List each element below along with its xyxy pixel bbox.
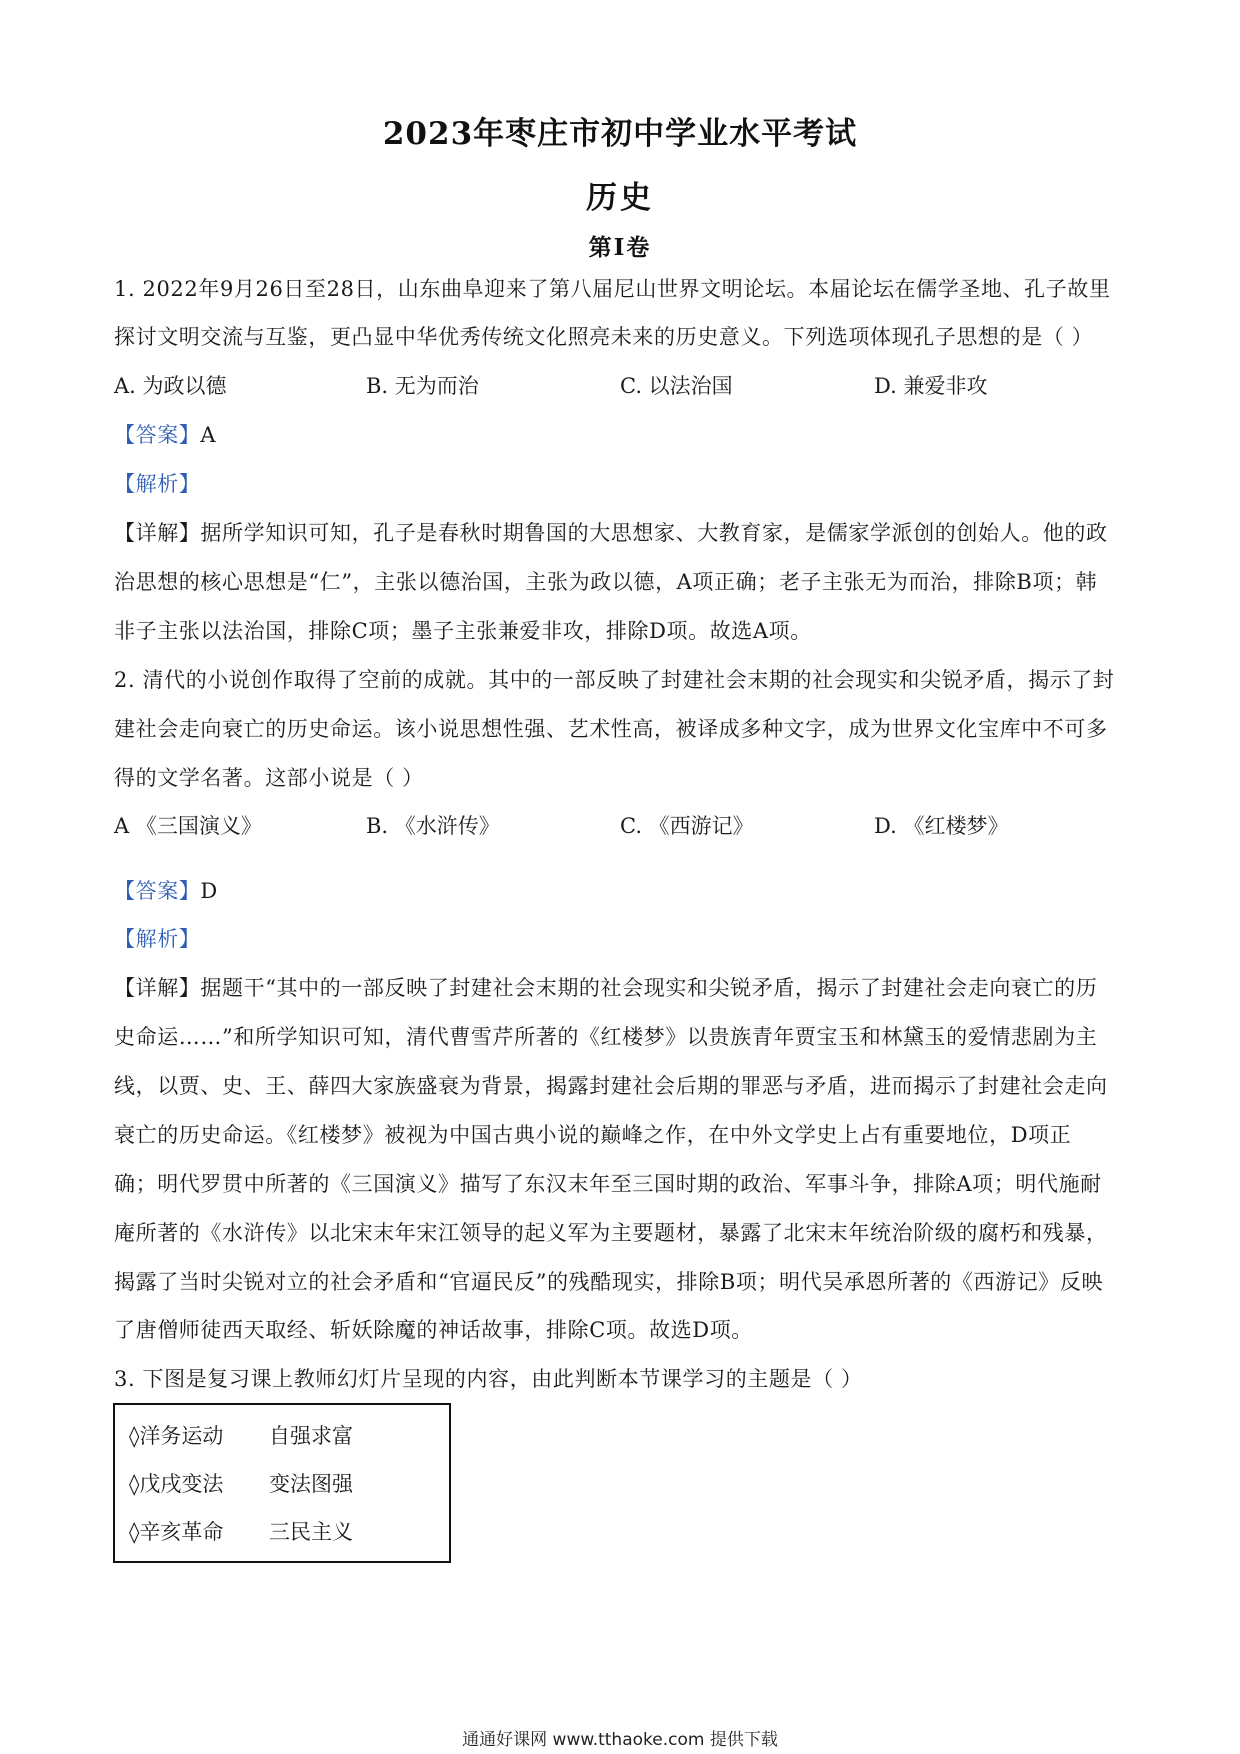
q1-answer [114, 420, 1124, 450]
q1-detail-line-1: 【详解】据所学知识可知，孔子是春秋时期鲁国的大思想家、大教育家，是儒家学派创的创始人。他的政 [114, 521, 1108, 545]
q2-detail-line-3: 线，以贾、史、王、薛四大家族盛衰为背景，揭露封建社会后期的罪恶与矛盾，进而揭示了封建社会走向 [114, 1074, 1108, 1098]
q1-analysis-tag: 【解析】 [114, 472, 201, 496]
slide-row [129, 1517, 353, 1547]
q2-detail-line-8: 了唐僧师徒西天取经、斩妖除魔的神话故事，排除C项。故选D项。 [114, 1318, 753, 1342]
q1-stem-line-1: 1. 2022年9月26日至28日，山东曲阜迎来了第八届尼山世界文明论坛。本届论坛在儒学圣地、孔子故里 [114, 277, 1111, 301]
q2-detail-line-6: 庵所著的《水浒传》以北宋末年宋江领导的起义军为主要题材，暴露了北宋末年统治阶级的腐朽和残暴， [114, 1221, 1108, 1245]
q2-detail-line-1: 【详解】据题干“其中的一部反映了封建社会末期的社会现实和尖锐矛盾，揭示了封建社会走向衰亡的历 [114, 976, 1098, 1000]
q2-option-a: A 《三国演义》 [114, 814, 262, 838]
q2-detail-line-4: 衰亡的历史命运。《红楼梦》被视为中国古典小说的巅峰之作，在中外文学史上占有重要地位，D项正 [114, 1123, 1072, 1147]
footer-source: 通通好课网 www.tthaoke.com 提供下载 [462, 1730, 778, 1750]
q1-detail-line-2: 治思想的核心思想是“仁”，主张以德治国，主张为政以德，A项正确；老子主张无为而治，排除B项；韩 [114, 570, 1098, 594]
slide-slogan: 三民主义 [269, 1520, 353, 1544]
subject-title: 历史 [586, 180, 654, 216]
q2-answer-value: D [200, 879, 218, 903]
q2-option-d: D. 《红楼梦》 [874, 814, 1009, 838]
q2-option-c: C. 《西游记》 [620, 814, 754, 838]
q1-option-a: A. 为政以德 [114, 374, 227, 398]
q2-detail-line-7: 揭露了当时尖锐对立的社会矛盾和“官逼民反”的残酷现实，排除B项；明代吴承恩所著的《西游记》反映 [114, 1270, 1104, 1294]
slide-row [129, 1469, 353, 1499]
q1-detail-line-3: 非子主张以法治国，排除C项；墨子主张兼爱非攻，排除D项。故选A项。 [114, 619, 812, 643]
slide-event: ◊戊戌变法 [129, 1472, 224, 1496]
q2-stem-line-1: 2. 清代的小说创作取得了空前的成就。其中的一部反映了封建社会末期的社会现实和尖锐矛盾，揭示了封 [114, 668, 1115, 692]
q3-stem: 3. 下图是复习课上教师幻灯片呈现的内容，由此判断本节课学习的主题是（ ） [114, 1367, 863, 1391]
q1-answer-value: A [200, 423, 217, 447]
slide-slogan: 变法图强 [269, 1472, 353, 1496]
q1-answer-tag: 【答案】 [114, 423, 201, 447]
slide-content-box [113, 1403, 451, 1563]
exam-title: 2023年枣庄市初中学业水平考试 [382, 116, 858, 152]
q2-detail-line-5: 确；明代罗贯中所著的《三国演义》描写了东汉末年至三国时期的政治、军事斗争，排除A项；明代施耐 [114, 1172, 1102, 1196]
q2-answer-tag: 【答案】 [114, 879, 201, 903]
q2-stem-line-3: 得的文学名著。这部小说是（ ） [114, 766, 424, 790]
q1-stem-line-2: 探讨文明交流与互鉴，更凸显中华优秀传统文化照亮未来的历史意义。下列选项体现孔子思想的是（ ） [114, 325, 1094, 349]
q2-detail-line-2: 史命运……”和所学知识可知，清代曹雪芹所著的《红楼梦》以贵族青年贾宝玉和林黛玉的爱情悲剧为主 [114, 1025, 1098, 1049]
slide-row [129, 1421, 353, 1451]
q2-answer [114, 876, 1124, 906]
slide-slogan: 自强求富 [269, 1424, 353, 1448]
slide-event: ◊辛亥革命 [129, 1520, 224, 1544]
q2-stem-line-2: 建社会走向衰亡的历史命运。该小说思想性强、艺术性高，被译成多种文字，成为世界文化宝库中不可多 [114, 717, 1108, 741]
q1-option-d: D. 兼爱非攻 [874, 374, 988, 398]
q2-analysis-tag: 【解析】 [114, 927, 201, 951]
q1-option-c: C. 以法治国 [620, 374, 733, 398]
q2-option-b: B. 《水浒传》 [366, 814, 500, 838]
volume-title: 第I卷 [588, 234, 652, 261]
slide-event: ◊洋务运动 [129, 1424, 224, 1448]
q1-option-b: B. 无为而治 [366, 374, 479, 398]
